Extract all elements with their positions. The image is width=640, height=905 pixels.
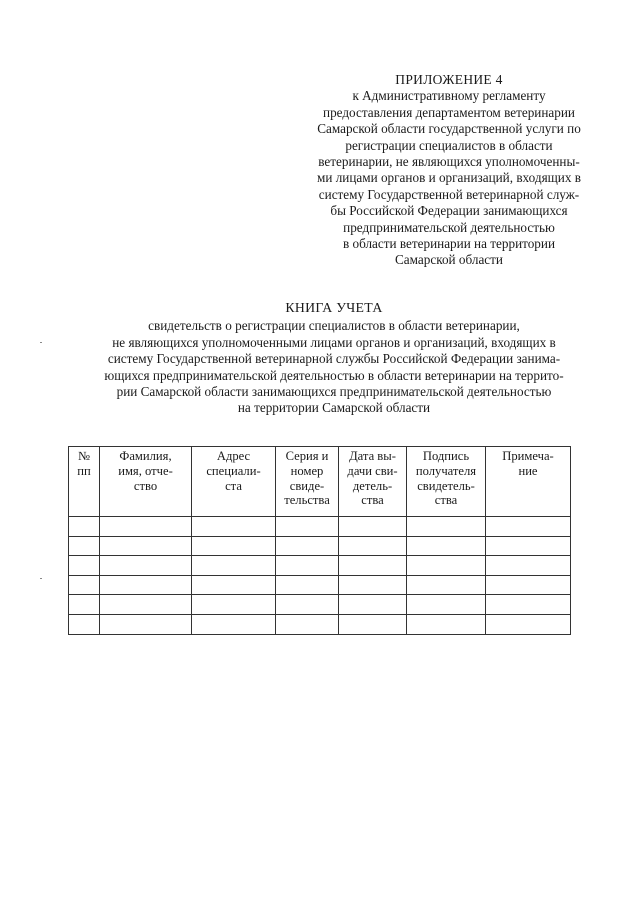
appendix-title: ПРИЛОЖЕНИЕ 4 [395, 72, 503, 87]
table-cell [339, 517, 407, 537]
table-cell [486, 575, 571, 595]
table-cell [486, 536, 571, 556]
table-cell [192, 556, 276, 576]
scan-margin-mark [40, 578, 42, 579]
table-cell [192, 517, 276, 537]
registration-ledger-table [68, 446, 571, 635]
table-cell [69, 614, 100, 634]
table-row [69, 614, 571, 634]
appendix-line: предпринимательской деятельностью [343, 219, 555, 235]
appendix-line: Самарской области [395, 252, 503, 268]
table-row [69, 595, 571, 615]
table-cell [407, 595, 486, 615]
table-cell [339, 575, 407, 595]
table-cell [69, 556, 100, 576]
appendix-header [290, 72, 608, 269]
appendix-line: к Административному регламенту [352, 88, 546, 104]
book-subtitle-line: рии Самарской области занимающихся предпринимательской деятельностью [116, 384, 552, 400]
book-subtitle-line: на территории Самарской области [237, 400, 431, 416]
table-cell [486, 595, 571, 615]
table-row [69, 536, 571, 556]
column-header-certificate-number: Серия и номер свиде- тельства [276, 447, 339, 517]
table-cell [276, 614, 339, 634]
table-row [69, 517, 571, 537]
table-cell [100, 575, 192, 595]
appendix-line: регистрации специалистов в области [345, 137, 553, 153]
table-row [69, 556, 571, 576]
appendix-line: бы Российской Федерации занимающихся [330, 203, 568, 219]
table-cell [276, 556, 339, 576]
column-header-full-name: Фамилия, имя, отче- ство [100, 447, 192, 517]
table-cell [100, 595, 192, 615]
scan-margin-mark [40, 342, 42, 343]
book-subtitle-line: свидетельств о регистрации специалистов в области ветеринарии, [148, 318, 520, 334]
column-header-notes: Примеча- ние [486, 447, 571, 517]
table-cell [407, 517, 486, 537]
appendix-line: Самарской области государственной услуги по [317, 121, 581, 137]
table-cell [100, 556, 192, 576]
book-heading [60, 300, 608, 417]
table-header-row [69, 447, 571, 517]
book-subtitle-line: ющихся предпринимательской деятельностью в области ветеринарии на террито- [104, 367, 564, 383]
table-cell [69, 536, 100, 556]
table-cell [100, 517, 192, 537]
column-header-address: Адрес специали- ста [192, 447, 276, 517]
table-cell [276, 575, 339, 595]
table-cell [192, 614, 276, 634]
column-header-recipient-signature: Подпись получателя свидетель- ства [407, 447, 486, 517]
table-row [69, 575, 571, 595]
table-cell [69, 517, 100, 537]
appendix-line: в области ветеринарии на территории [342, 236, 556, 252]
table-cell [192, 595, 276, 615]
table-cell [407, 556, 486, 576]
table-cell [69, 575, 100, 595]
table-cell [276, 517, 339, 537]
table-cell [407, 575, 486, 595]
table-cell [339, 595, 407, 615]
table-cell [486, 517, 571, 537]
table-cell [276, 595, 339, 615]
appendix-line: систему Государственной ветеринарной служ- [318, 186, 580, 202]
book-subtitle-line: не являющихся уполномоченными лицами органов и организаций, входящих в [112, 334, 556, 350]
column-header-number: № пп [69, 447, 100, 517]
table-cell [407, 614, 486, 634]
book-subtitle-line: систему Государственной ветеринарной службы Российской Федерации занима- [107, 351, 561, 367]
table-cell [100, 536, 192, 556]
book-title: КНИГА УЧЕТА [285, 300, 383, 315]
table-cell [100, 614, 192, 634]
table-cell [69, 595, 100, 615]
table-cell [486, 614, 571, 634]
table-cell [276, 536, 339, 556]
appendix-line: предоставления департаментом ветеринарии [323, 104, 575, 120]
table-cell [486, 556, 571, 576]
appendix-line: ми лицами органов и организаций, входящих в [317, 170, 581, 186]
table-cell [192, 536, 276, 556]
column-header-issue-date: Дата вы- дачи сви- детель- ства [339, 447, 407, 517]
table-cell [339, 536, 407, 556]
table-cell [407, 536, 486, 556]
table-cell [339, 556, 407, 576]
appendix-line: ветеринарии, не являющихся уполномоченны- [318, 154, 580, 170]
table-cell [339, 614, 407, 634]
table-cell [192, 575, 276, 595]
